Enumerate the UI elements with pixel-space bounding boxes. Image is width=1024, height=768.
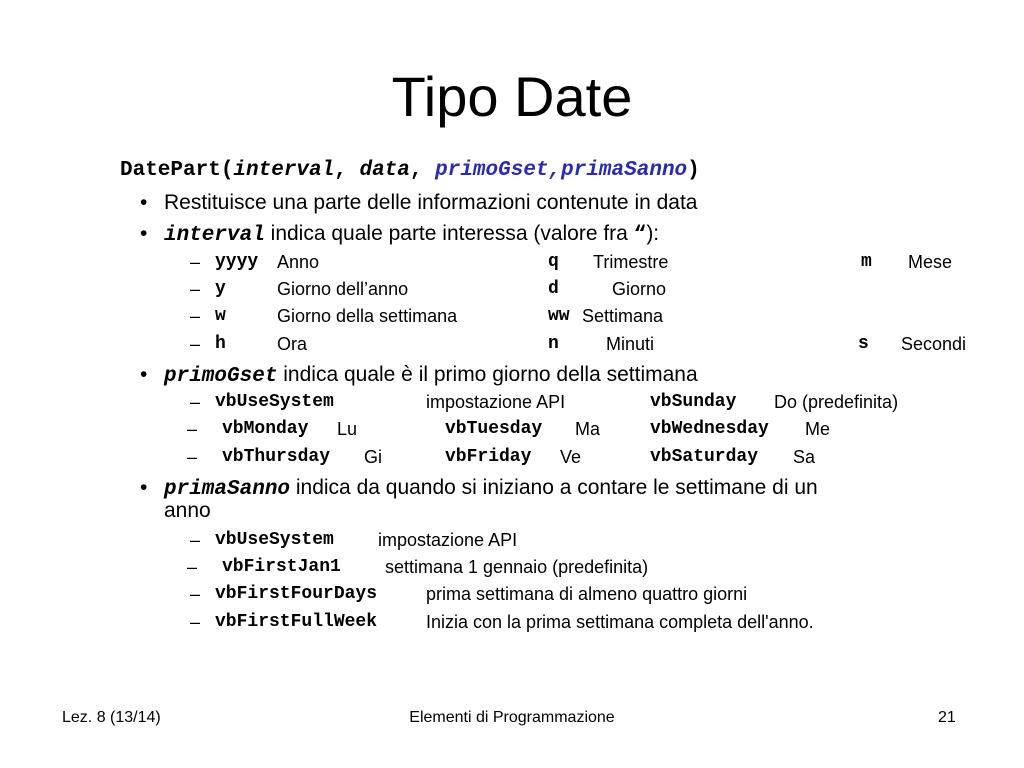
interval-code: interval	[164, 224, 265, 247]
slide-title: Tipo Date	[391, 65, 633, 128]
footer-course: Elementi di Programmazione	[409, 709, 615, 726]
bullet-dot: •	[140, 476, 148, 499]
list-item: – w Giorno della settimana ww Settimana	[190, 306, 664, 326]
signature-arg-optional: primoGset,primaSanno	[435, 159, 688, 182]
primasanno-code: primaSanno	[164, 478, 291, 501]
list-item: – yyyy Anno q Trimestre m Mese	[190, 252, 953, 272]
list-item: – vbMonday Lu vbTuesday Ma vbWednesday Me	[187, 419, 831, 439]
primogset-text: indica quale è il primo giorno della settimana	[277, 363, 698, 386]
bullet-restituisce: Restituisce una parte delle informazioni contenute in data	[164, 191, 698, 214]
list-item: – vbUseSystem impostazione API vbSunday Do (predefinita)	[190, 392, 899, 412]
bullet-interval	[164, 221, 659, 249]
list-item: – vbUseSystem impostazione API	[190, 530, 518, 550]
primasanno-text: indica da quando si iniziano a contare le settimane di un	[290, 476, 818, 499]
list-item: – h Ora n Minuti s Secondi	[190, 334, 967, 354]
primogset-code: primoGset	[164, 365, 278, 388]
footer-lesson: Lez. 8 (13/14)	[62, 709, 161, 726]
list-item: – vbFirstFourDays prima settimana di almeno quattro giorni	[190, 584, 748, 604]
interval-text: indica quale parte interessa (valore fra	[264, 222, 634, 245]
primasanno-text-wrap: anno	[164, 499, 211, 522]
bullet-dot: •	[140, 363, 148, 386]
bullet-dot: •	[140, 191, 148, 214]
signature-arg-interval: interval	[233, 159, 335, 182]
interval-text-end: ):	[646, 222, 660, 245]
signature-sep: ,	[334, 159, 360, 182]
bullet-dot: •	[140, 222, 148, 245]
function-signature	[120, 156, 700, 186]
signature-close: )	[687, 159, 700, 182]
signature-func: DatePart(	[120, 159, 234, 182]
footer-page-number: 21	[938, 709, 956, 726]
quote-char: “	[633, 224, 647, 247]
bullet-primogset	[164, 362, 698, 390]
list-item: – vbFirstJan1 settimana 1 gennaio (predefinita)	[187, 557, 649, 577]
signature-arg-data: data	[359, 159, 410, 182]
list-item: – y Giorno dell’anno d Giorno	[190, 279, 667, 299]
bullet-primasanno	[164, 475, 818, 503]
signature-sep: ,	[409, 159, 436, 182]
list-item: – vbFirstFullWeek Inizia con la prima settimana completa dell'anno.	[190, 612, 814, 632]
list-item: – vbThursday Gi vbFriday Ve vbSaturday Sa	[187, 447, 816, 467]
